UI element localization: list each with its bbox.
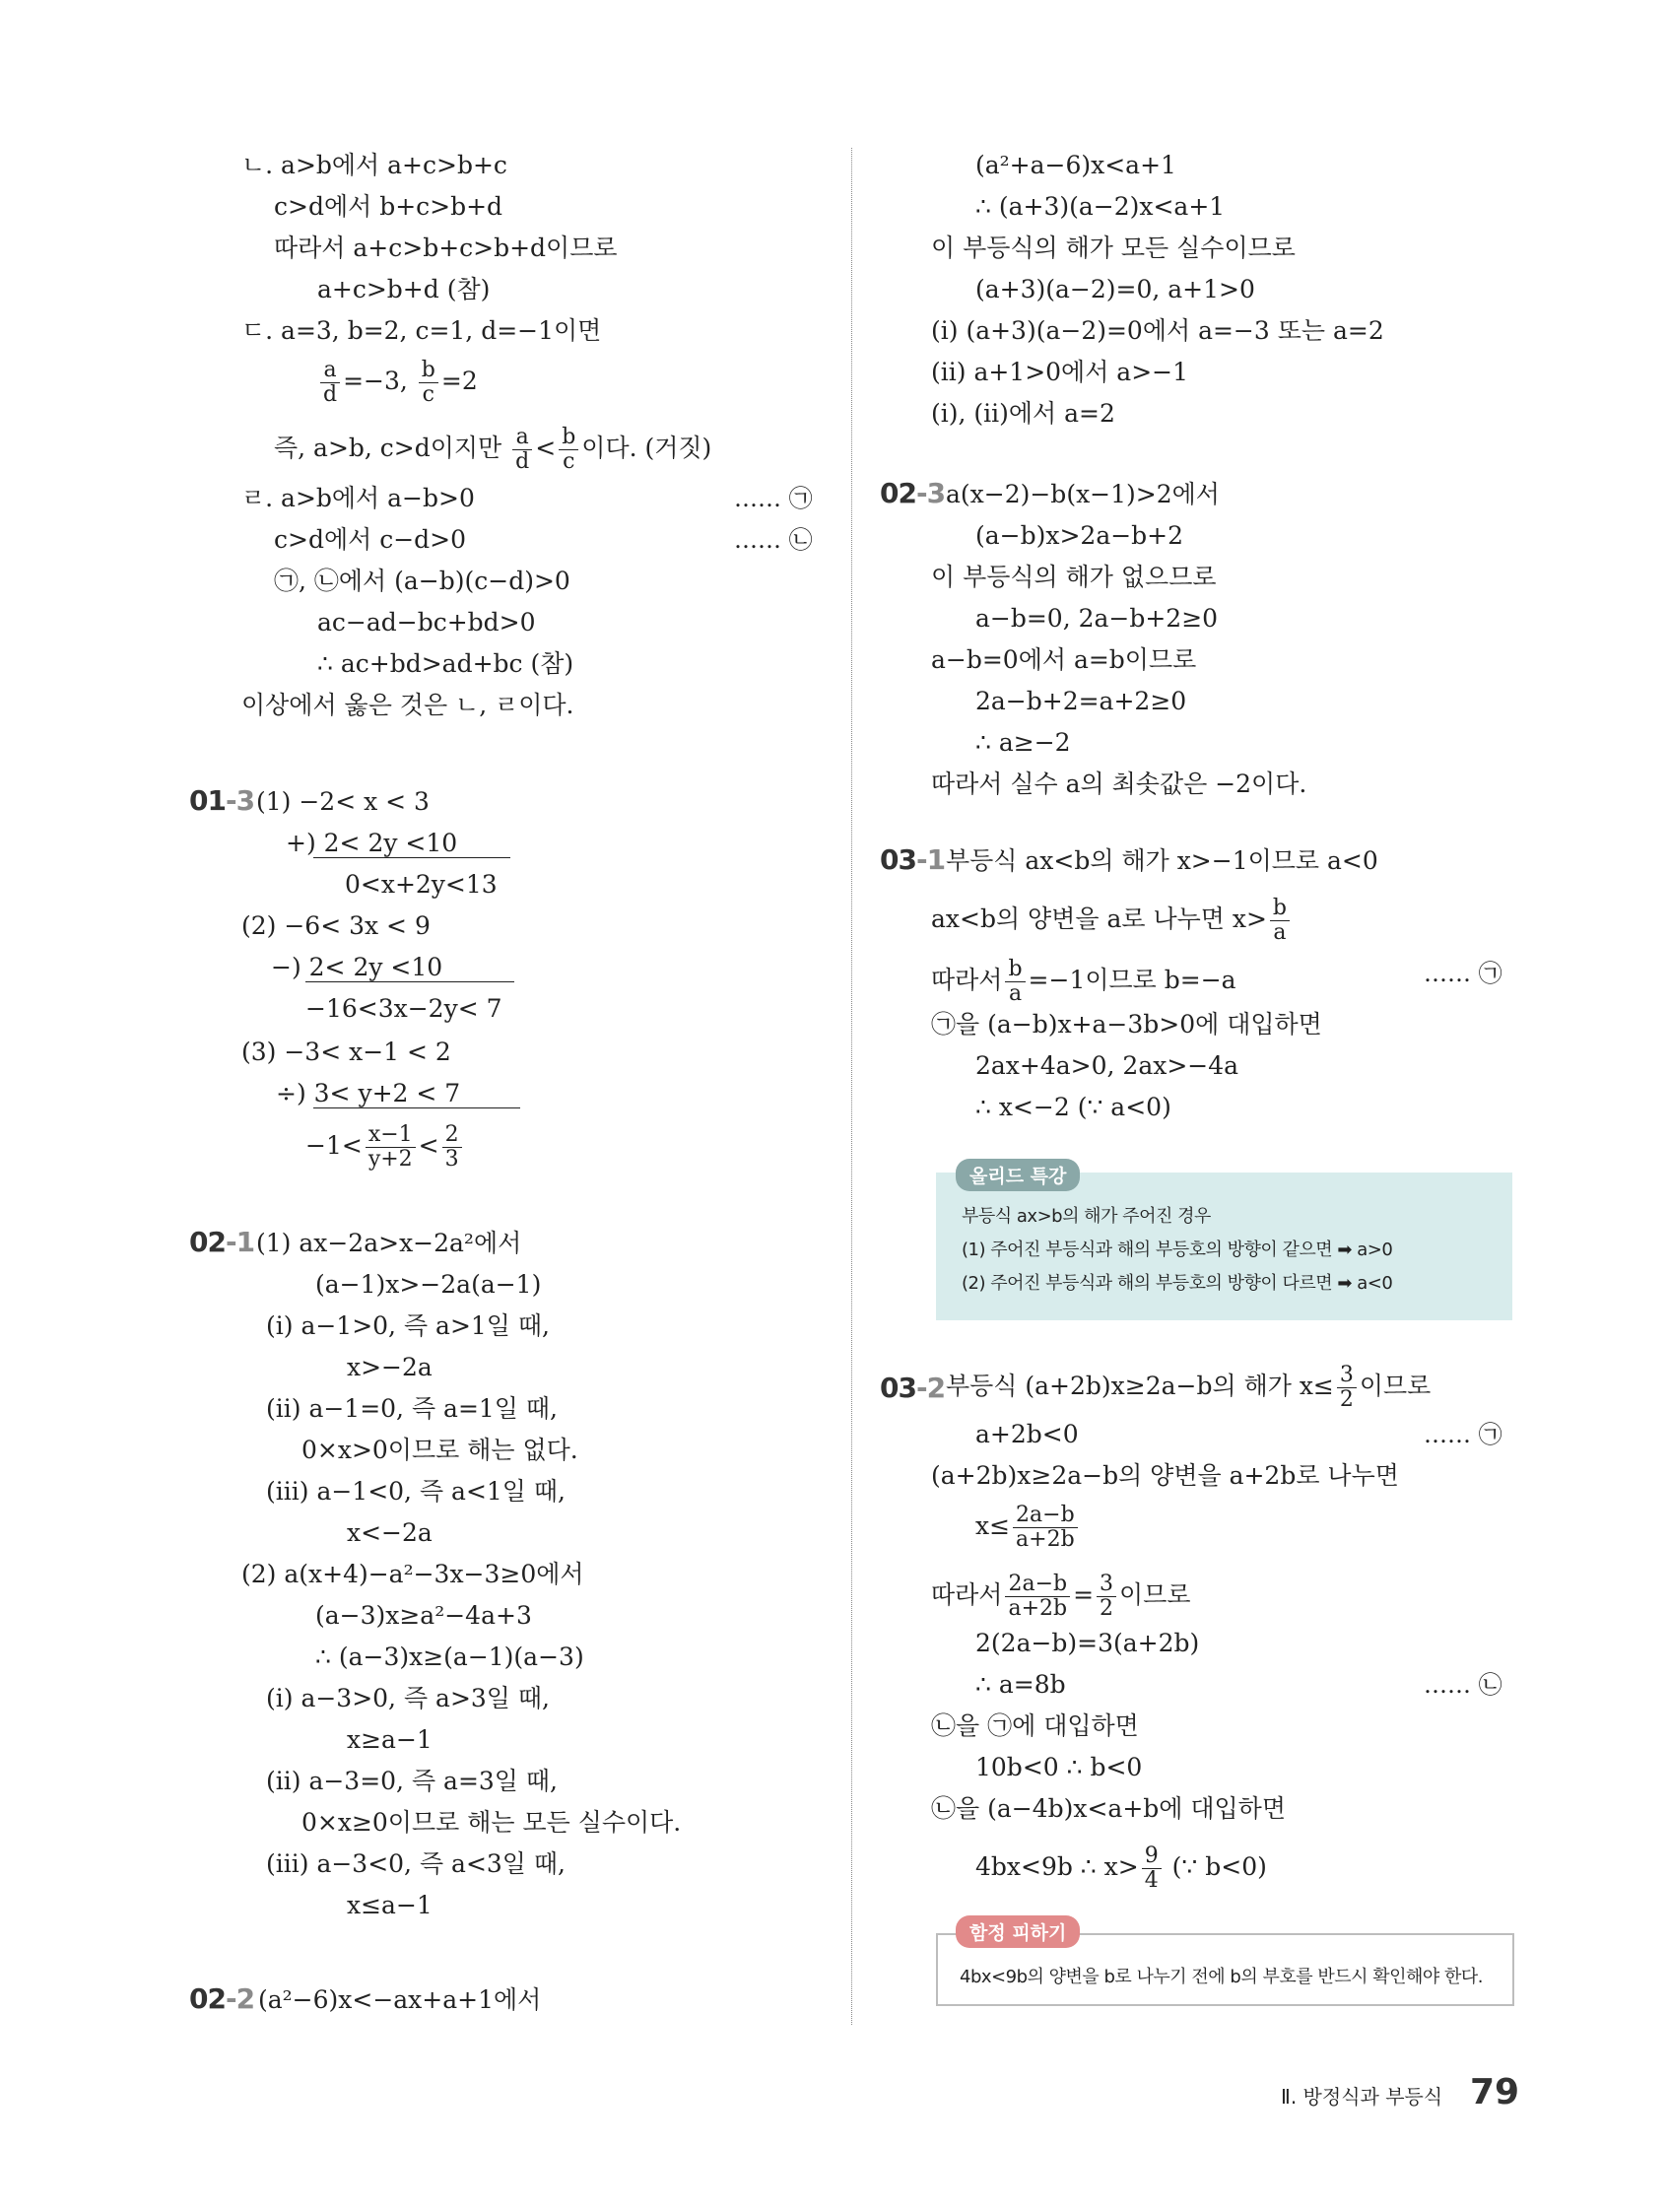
p01-3-line: (3) −3< x−1 < 2 bbox=[241, 1038, 451, 1066]
label-sub: -2 bbox=[915, 1372, 946, 1404]
p03-2-line: ㉡을 (a−4b)x<a+b에 대입하면 bbox=[931, 1794, 1286, 1823]
text: < bbox=[418, 1131, 439, 1160]
p02-2-cont-line: (a+3)(a−2)=0, a+1>0 bbox=[975, 275, 1255, 303]
denominator: c bbox=[563, 449, 575, 474]
page-number: 79 bbox=[1470, 2072, 1520, 2112]
numerator: b bbox=[419, 359, 438, 383]
text: =−1이므로 b=−a bbox=[1028, 966, 1236, 994]
p02-1-line: x>−2a bbox=[347, 1353, 433, 1381]
rieul-conclusion: 이상에서 옳은 것은 ㄴ, ㄹ이다. bbox=[241, 691, 574, 719]
text: 즉, a>b, c>d이지만 bbox=[274, 434, 502, 462]
denominator: c bbox=[422, 382, 434, 407]
denominator: d bbox=[515, 449, 530, 474]
label-sub: -1 bbox=[225, 1226, 255, 1258]
fraction bbox=[1270, 897, 1290, 945]
p03-2-line: 10b<0 ∴ b<0 bbox=[975, 1753, 1143, 1781]
nieun-line-2: c>d에서 b+c>b+d bbox=[274, 192, 503, 221]
mark-giyeok: …… ㉠ bbox=[1424, 1421, 1502, 1448]
p03-2-line: ㉡을 ㉠에 대입하면 bbox=[931, 1711, 1139, 1740]
fraction bbox=[1005, 1573, 1070, 1621]
p02-2-line: (a²−6)x<−ax+a+1에서 bbox=[258, 1985, 542, 2014]
label-sub: -3 bbox=[915, 477, 946, 509]
fraction bbox=[1005, 958, 1025, 1006]
problem-label-01-3 bbox=[189, 784, 254, 817]
text: (∵ b<0) bbox=[1164, 1852, 1267, 1881]
p02-3-line: 따라서 실수 a의 최솟값은 −2이다. bbox=[931, 770, 1307, 798]
p02-1-line: (a−1)x>−2a(a−1) bbox=[315, 1270, 542, 1299]
p02-1-line: (ii) a−1=0, 즉 a=1일 때, bbox=[266, 1394, 558, 1423]
denominator: 3 bbox=[444, 1147, 459, 1172]
numerator: x−1 bbox=[366, 1123, 416, 1148]
numerator: a bbox=[512, 426, 532, 450]
tip-box bbox=[936, 1166, 1512, 1320]
numerator: b bbox=[559, 426, 578, 450]
p02-1-line: (2) a(x+4)−a²−3x−3≥0에서 bbox=[241, 1560, 584, 1588]
p02-1-line: (i) a−1>0, 즉 a>1일 때, bbox=[266, 1311, 551, 1340]
p02-3-line: 2a−b+2=a+2≥0 bbox=[975, 687, 1187, 715]
fraction bbox=[1013, 1504, 1078, 1552]
problem-label-02-2 bbox=[189, 1982, 254, 2015]
numerator: 2a−b bbox=[1013, 1504, 1078, 1528]
p01-3-result bbox=[305, 1123, 465, 1172]
denominator: 4 bbox=[1144, 1868, 1159, 1893]
rieul-line-4: ac−ad−bc+bd>0 bbox=[317, 608, 536, 637]
p02-1-line: (iii) a−1<0, 즉 a<1일 때, bbox=[266, 1477, 566, 1506]
p03-2-line: 2(2a−b)=3(a+2b) bbox=[975, 1629, 1200, 1657]
p03-1-line bbox=[931, 897, 1293, 945]
text: =2 bbox=[440, 367, 478, 395]
numerator: a bbox=[320, 359, 340, 383]
numerator: 3 bbox=[1097, 1573, 1116, 1597]
p02-3-line: 이 부등식의 해가 없으므로 bbox=[931, 563, 1217, 591]
denominator: 2 bbox=[1339, 1387, 1354, 1412]
text: 이므로 bbox=[1359, 1372, 1432, 1400]
sum-underline bbox=[313, 857, 510, 858]
label-sub: -2 bbox=[225, 1982, 255, 2015]
digeut-fractions bbox=[317, 359, 478, 407]
p02-3-line: a−b=0, 2a−b+2≥0 bbox=[975, 604, 1219, 633]
text: 따라서 bbox=[931, 966, 1003, 994]
rieul-line-2: c>d에서 c−d>0 bbox=[274, 525, 467, 554]
rieul-line-5: ∴ ac+bd>ad+bc (참) bbox=[317, 649, 574, 678]
p02-1-line: 0×x≥0이므로 해는 모든 실수이다. bbox=[301, 1808, 682, 1837]
difference-underline bbox=[305, 981, 514, 982]
warning-text: 4bx<9b의 양변을 b로 나누기 전에 b의 부호를 반드시 확인해야 한다. bbox=[960, 1967, 1483, 1987]
label-main: 03 bbox=[880, 843, 916, 876]
column-divider bbox=[851, 148, 852, 2025]
text: 이다. (거짓) bbox=[581, 434, 712, 462]
fraction bbox=[442, 1123, 462, 1172]
problem-label-03-2 bbox=[880, 1372, 945, 1404]
p02-2-cont-line: (a²+a−6)x<a+1 bbox=[975, 151, 1176, 179]
denominator: y+2 bbox=[367, 1147, 413, 1172]
p01-3-line: (2) −6< 3x < 9 bbox=[241, 911, 431, 940]
text: = bbox=[1073, 1580, 1095, 1609]
p02-3-line: a−b=0에서 a=b이므로 bbox=[931, 645, 1197, 674]
p01-3-line: −16<3x−2y< 7 bbox=[305, 994, 502, 1023]
tip-title: 부등식 ax>b의 해가 주어진 경우 bbox=[962, 1206, 1211, 1227]
fraction bbox=[1097, 1573, 1116, 1621]
p01-3-line: (1) −2< x < 3 bbox=[256, 787, 430, 816]
p01-3-line: 0<x+2y<13 bbox=[345, 870, 498, 899]
p02-3-line: (a−b)x>2a−b+2 bbox=[975, 521, 1184, 550]
p02-2-cont-line: (i) (a+3)(a−2)=0에서 a=−3 또는 a=2 bbox=[931, 316, 1384, 345]
fraction bbox=[1337, 1364, 1357, 1412]
problem-label-03-1 bbox=[880, 843, 945, 876]
p02-2-cont-line: 이 부등식의 해가 모든 실수이므로 bbox=[931, 234, 1296, 262]
label-sub: -3 bbox=[225, 784, 255, 817]
p03-1-line: ㉠을 (a−b)x+a−3b>0에 대입하면 bbox=[931, 1010, 1322, 1039]
p03-2-line: (a+2b)x≥2a−b의 양변을 a+2b로 나누면 bbox=[931, 1461, 1399, 1490]
p01-3-line: ÷) 3< y+2 < 7 bbox=[276, 1079, 461, 1107]
label-main: 03 bbox=[880, 1372, 916, 1404]
p02-2-cont-line: ∴ (a+3)(a−2)x<a+1 bbox=[975, 192, 1226, 221]
mark-giyeok: …… ㉠ bbox=[734, 485, 813, 512]
denominator: a+2b bbox=[1008, 1596, 1068, 1621]
p02-2-cont-line: (i), (ii)에서 a=2 bbox=[931, 399, 1115, 428]
p02-1-line: (ii) a−3=0, 즉 a=3일 때, bbox=[266, 1767, 558, 1795]
tip-line: (1) 주어진 부등식과 해의 부등호의 방향이 같으면 ➡ a>0 bbox=[962, 1240, 1393, 1260]
p02-1-line: (iii) a−3<0, 즉 a<3일 때, bbox=[266, 1849, 566, 1878]
p02-3-line: a(x−2)−b(x−1)>2에서 bbox=[946, 480, 1220, 508]
numerator: b bbox=[1270, 897, 1290, 921]
p03-1-line: 2ax+4a>0, 2ax>−4a bbox=[975, 1051, 1239, 1080]
label-main: 01 bbox=[189, 784, 226, 817]
numerator: b bbox=[1005, 958, 1025, 982]
mark-giyeok: …… ㉠ bbox=[1424, 960, 1502, 987]
label-main: 02 bbox=[880, 477, 916, 509]
p02-1-line: 0×x>0이므로 해는 없다. bbox=[301, 1436, 578, 1464]
p02-1-line: (a−3)x≥a²−4a+3 bbox=[315, 1601, 532, 1630]
p02-1-line: x<−2a bbox=[347, 1518, 433, 1547]
p02-1-line: (i) a−3>0, 즉 a>3일 때, bbox=[266, 1684, 551, 1712]
quotient-underline bbox=[313, 1107, 520, 1108]
denominator: d bbox=[323, 382, 338, 407]
p02-1-line: ∴ (a−3)x≥(a−1)(a−3) bbox=[315, 1642, 584, 1671]
denominator: a bbox=[1273, 920, 1287, 945]
mark-nieun: …… ㉡ bbox=[1424, 1671, 1502, 1699]
fraction bbox=[320, 359, 340, 407]
p03-2-line bbox=[975, 1504, 1081, 1552]
label-main: 02 bbox=[189, 1226, 226, 1258]
p01-3-line: −) 2< 2y <10 bbox=[271, 953, 443, 981]
nieun-line-4: a+c>b+d (참) bbox=[317, 275, 491, 303]
p03-1-line: ∴ x<−2 (∵ a<0) bbox=[975, 1093, 1171, 1121]
warning-badge: 함정 피하기 bbox=[956, 1915, 1080, 1948]
denominator: a+2b bbox=[1016, 1527, 1075, 1552]
text: < bbox=[535, 434, 557, 462]
p02-1-line: (1) ax−2a>x−2a²에서 bbox=[256, 1229, 522, 1257]
p03-2-line: a+2b<0 bbox=[975, 1420, 1079, 1448]
p02-1-line: x≥a−1 bbox=[347, 1725, 433, 1754]
p02-2-cont-line: (ii) a+1>0에서 a>−1 bbox=[931, 358, 1189, 386]
p03-2-line bbox=[946, 1364, 1431, 1412]
p02-3-line: ∴ a≥−2 bbox=[975, 728, 1071, 757]
text: =−3, bbox=[343, 367, 408, 395]
denominator: a bbox=[1008, 981, 1023, 1006]
tip-line: (2) 주어진 부등식과 해의 부등호의 방향이 다르면 ➡ a<0 bbox=[962, 1273, 1393, 1294]
fraction bbox=[366, 1123, 416, 1172]
tip-badge: 올리드 특강 bbox=[956, 1159, 1080, 1191]
p03-2-line: ∴ a=8b bbox=[975, 1670, 1066, 1699]
mark-nieun: …… ㉡ bbox=[734, 526, 813, 554]
p03-1-line: 부등식 ax<b의 해가 x>−1이므로 a<0 bbox=[946, 846, 1378, 875]
fraction bbox=[512, 426, 532, 474]
problem-label-02-1 bbox=[189, 1226, 254, 1258]
rieul-line-3: ㉠, ㉡에서 (a−b)(c−d)>0 bbox=[274, 567, 570, 595]
text: 부등식 (a+2b)x≥2a−b의 해가 x≤ bbox=[946, 1372, 1334, 1400]
text: 4bx<9b ∴ x> bbox=[975, 1852, 1139, 1881]
denominator: 2 bbox=[1100, 1596, 1114, 1621]
p03-2-line bbox=[931, 1573, 1191, 1621]
fraction bbox=[559, 426, 578, 474]
label-main: 02 bbox=[189, 1982, 226, 2015]
nieun-line-3: 따라서 a+c>b+c>b+d이므로 bbox=[274, 234, 618, 262]
p03-1-line bbox=[931, 958, 1236, 1006]
text: 이므로 bbox=[1119, 1580, 1191, 1609]
numerator: 9 bbox=[1142, 1844, 1162, 1869]
problem-label-02-3 bbox=[880, 477, 945, 509]
digeut-intro: ㄷ. a=3, b=2, c=1, d=−1이면 bbox=[241, 316, 602, 345]
numerator: 3 bbox=[1337, 1364, 1357, 1388]
digeut-line-3 bbox=[274, 426, 711, 474]
p03-2-line bbox=[975, 1844, 1267, 1893]
p01-3-line: +) 2< 2y <10 bbox=[286, 829, 458, 857]
label-sub: -1 bbox=[915, 843, 946, 876]
fraction bbox=[1142, 1844, 1162, 1893]
text: 따라서 bbox=[931, 1580, 1003, 1609]
numerator: 2a−b bbox=[1005, 1573, 1070, 1597]
numerator: 2 bbox=[442, 1123, 462, 1148]
rieul-line-1: ㄹ. a>b에서 a−b>0 bbox=[241, 484, 475, 512]
warning-box bbox=[936, 1922, 1514, 2006]
text: ax<b의 양변을 a로 나누면 x> bbox=[931, 905, 1267, 933]
p02-1-line: x≤a−1 bbox=[347, 1891, 433, 1919]
fraction bbox=[419, 359, 438, 407]
text: x≤ bbox=[975, 1511, 1011, 1540]
chapter-title: Ⅱ. 방정식과 부등식 bbox=[1281, 2085, 1443, 2109]
nieun-line-1: ㄴ. a>b에서 a+c>b+c bbox=[241, 151, 507, 179]
text: −1< bbox=[305, 1131, 363, 1160]
